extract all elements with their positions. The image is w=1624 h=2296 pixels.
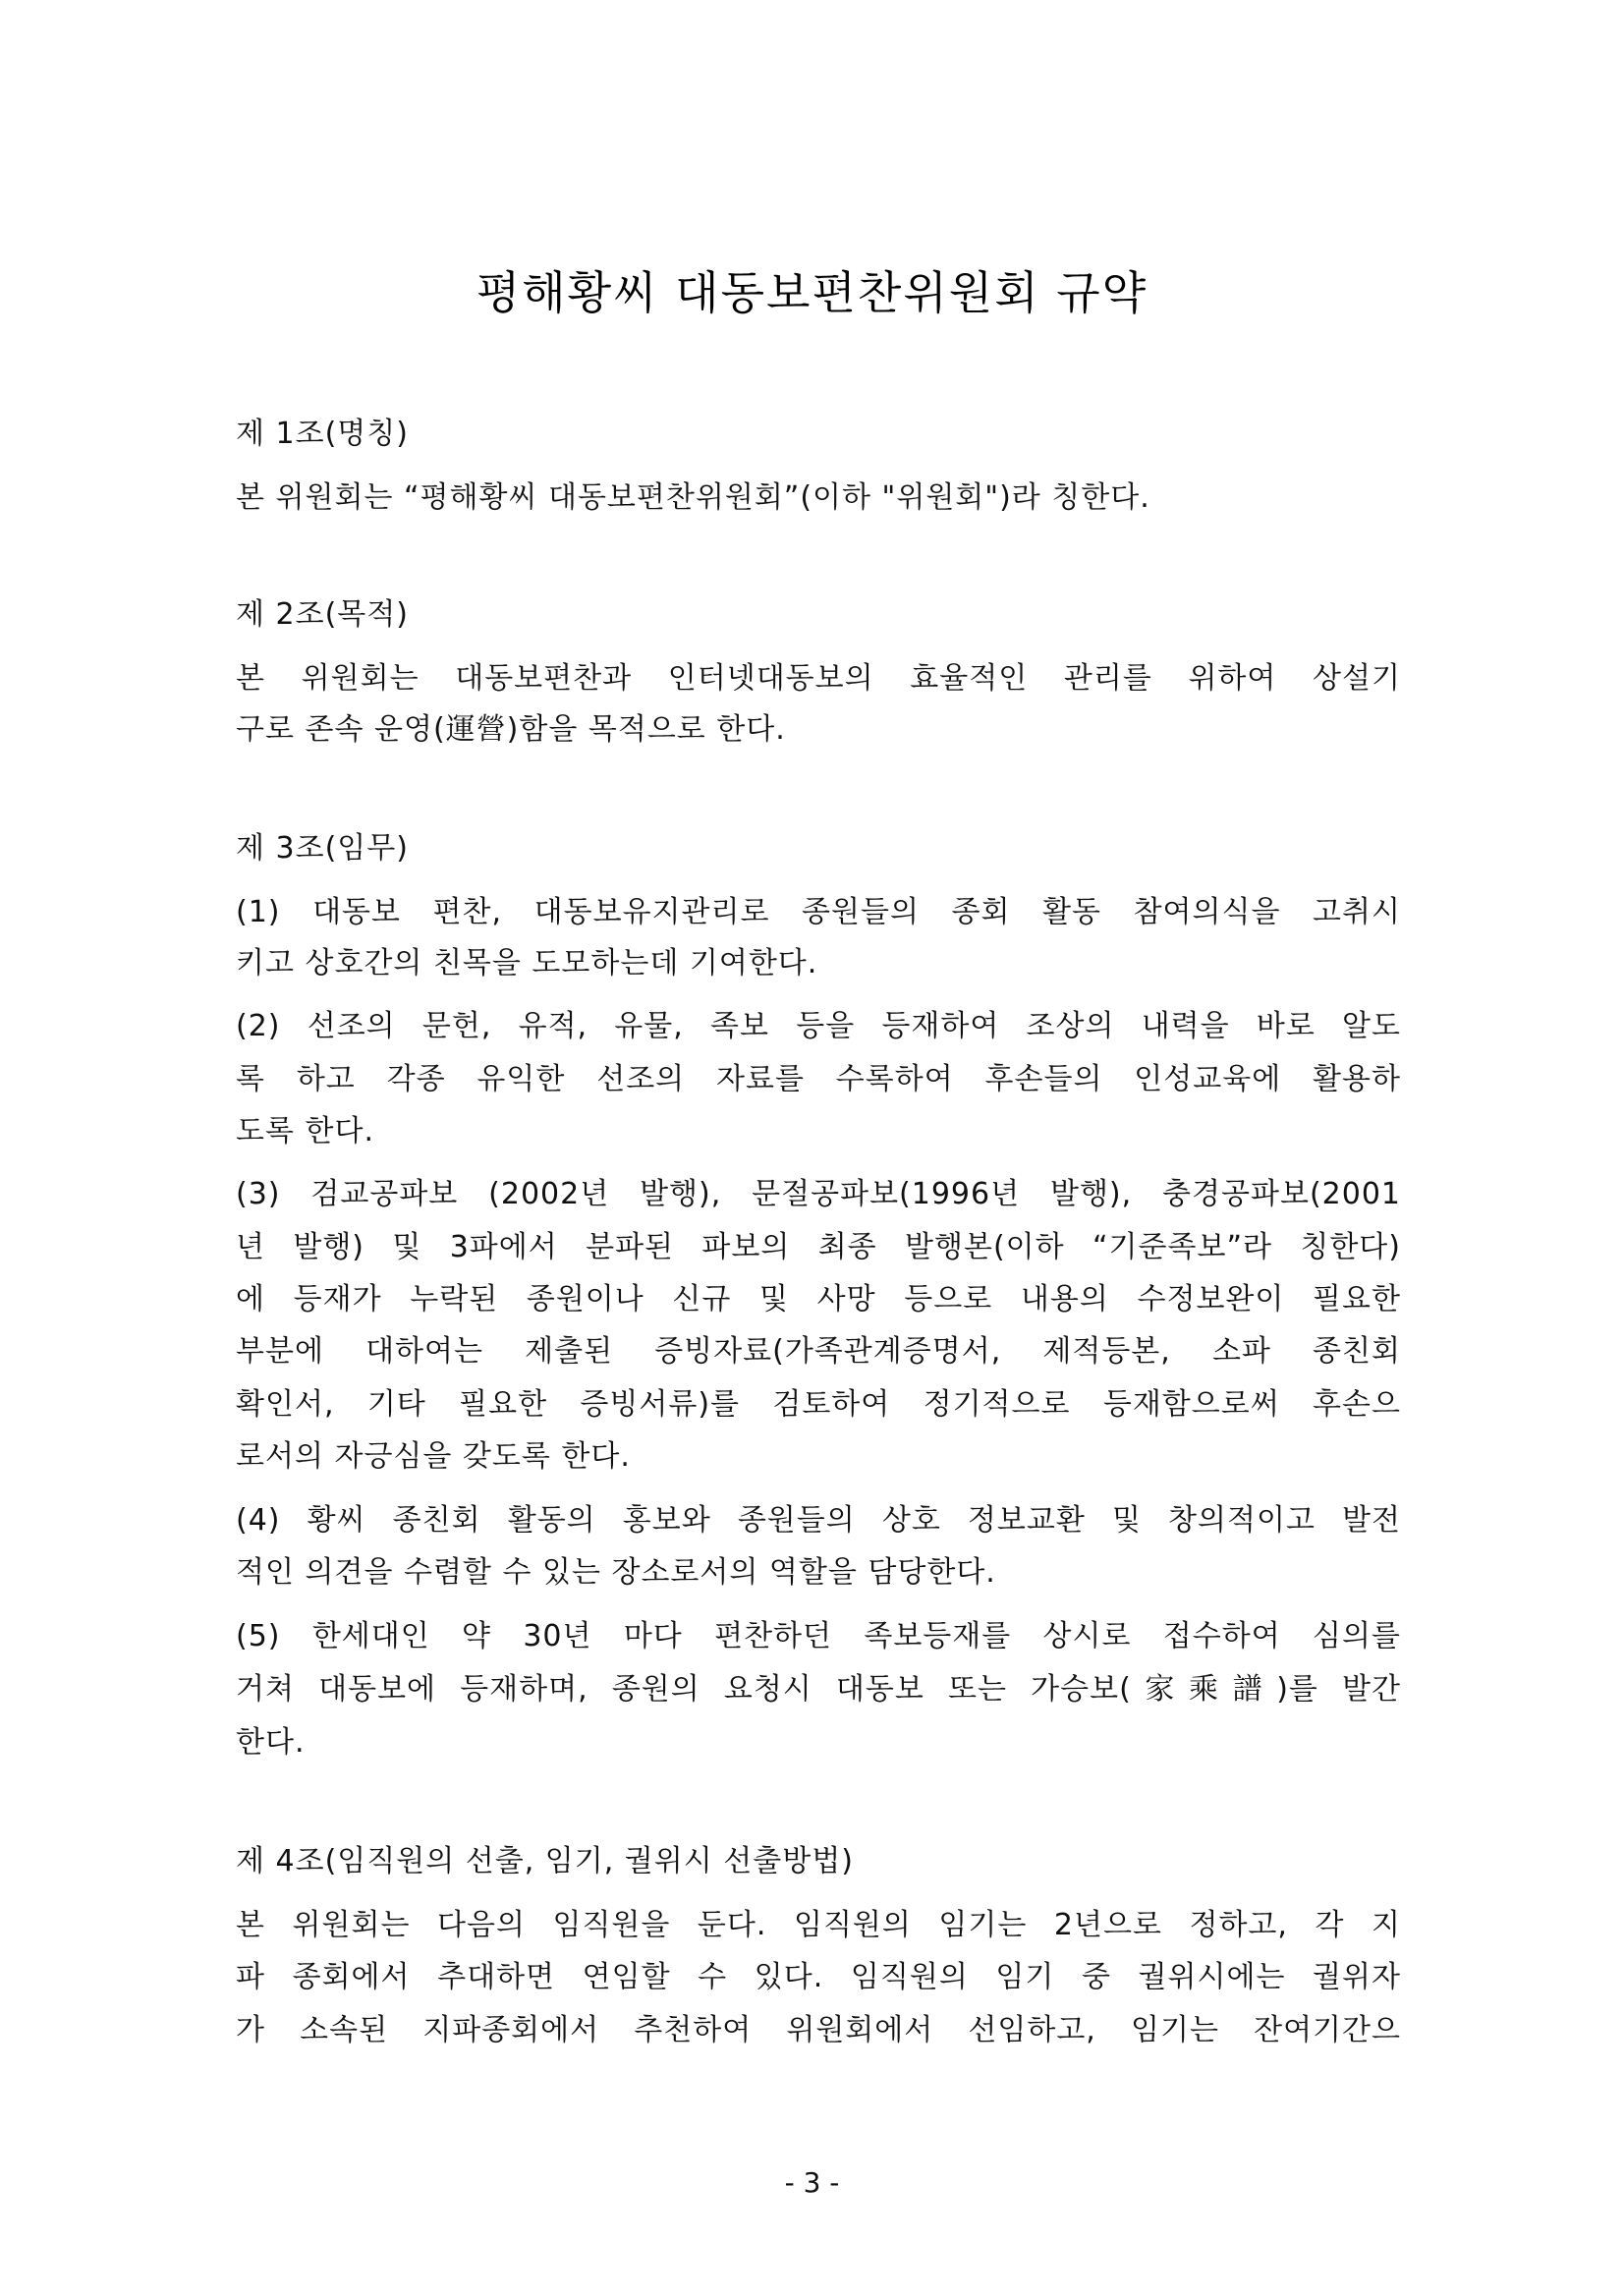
article-3-item-5-line: 한다.: [236, 1725, 306, 1760]
article-2-heading: 제 2조(목적): [236, 597, 409, 632]
article-3-item-3-line: 로서의 자긍심을 갖도록 한다.: [236, 1439, 631, 1474]
article-3-item-3-line: 확인서, 기타 필요한 증빙서류)를 검토하여 정기적으로 등재함으로써 후손으: [236, 1387, 1401, 1422]
article-1-heading: 제 1조(명칭): [236, 417, 409, 451]
article-3-item-5-line: 거쳐 대동보에 등재하며, 종원의 요청시 대동보 또는 가승보(家乘譜)를 발간: [236, 1672, 1401, 1707]
article-3-item-4-line: (4) 황씨 종친회 활동의 홍보와 종원들의 상호 정보교환 및 창의적이고 발전: [236, 1503, 1401, 1538]
article-3-item-1-line: 키고 상호간의 친목을 도모하는데 기여한다.: [236, 946, 818, 980]
article-4-line: 가 소속된 지파종회에서 추천하여 위원회에서 선임하고, 임기는 잔여기간으: [236, 2013, 1401, 2047]
article-3-item-2-line: (2) 선조의 문헌, 유적, 유물, 족보 등을 등재하여 조상의 내력을 바로 알도: [236, 1009, 1401, 1043]
article-3-heading: 제 3조(임무): [236, 831, 409, 866]
page-number: - 3 -: [784, 2166, 840, 2199]
document-title: 평해황씨 대동보편찬위원회 규약: [476, 266, 1148, 319]
article-1-line: 본 위원회는 “평해황씨 대동보편찬위원회”(이하 "위원회")라 칭한다.: [236, 480, 1150, 515]
article-3-item-3-line: (3) 검교공파보 (2002년 발행), 문절공파보(1996년 발행), 충경공파보(2001: [236, 1177, 1401, 1211]
article-4-heading: 제 4조(임직원의 선출, 임기, 궐위시 선출방법): [236, 1844, 854, 1878]
article-3-item-3-line: 년 발행) 및 3파에서 분파된 파보의 최종 발행본(이하 “기준족보”라 칭한다): [236, 1230, 1401, 1264]
article-3-item-4-line: 적인 의견을 수렴할 수 있는 장소로서의 역할을 담당한다.: [236, 1555, 996, 1590]
article-3-item-2-line: 도록 한다.: [236, 1114, 374, 1148]
article-2-line: 구로 존속 운영(運營)함을 목적으로 한다.: [236, 712, 786, 747]
article-3-item-3-line: 부분에 대하여는 제출된 증빙자료(가족관계증명서, 제적등본, 소파 종친회: [236, 1334, 1401, 1369]
article-3-item-3-line: 에 등재가 누락된 종원이나 신규 및 사망 등으로 내용의 수정보완이 필요한: [236, 1282, 1401, 1316]
article-4-line: 파 종회에서 추대하면 연임할 수 있다. 임직원의 임기 중 궐위시에는 궐위자: [236, 1960, 1401, 1994]
article-3-item-2-line: 록 하고 각종 유익한 선조의 자료를 수록하여 후손들의 인성교육에 활용하: [236, 1062, 1401, 1096]
article-3-item-1-line: (1) 대동보 편찬, 대동보유지관리로 종원들의 종회 활동 참여의식을 고취시: [236, 895, 1401, 929]
article-4-line: 본 위원회는 다음의 임직원을 둔다. 임직원의 임기는 2년으로 정하고, 각 지: [236, 1908, 1401, 1942]
article-2-line: 본 위원회는 대동보편찬과 인터넷대동보의 효율적인 관리를 위하여 상설기: [236, 661, 1401, 696]
article-3-item-5-line: (5) 한세대인 약 30년 마다 편찬하던 족보등재를 상시로 접수하여 심의를: [236, 1619, 1401, 1653]
